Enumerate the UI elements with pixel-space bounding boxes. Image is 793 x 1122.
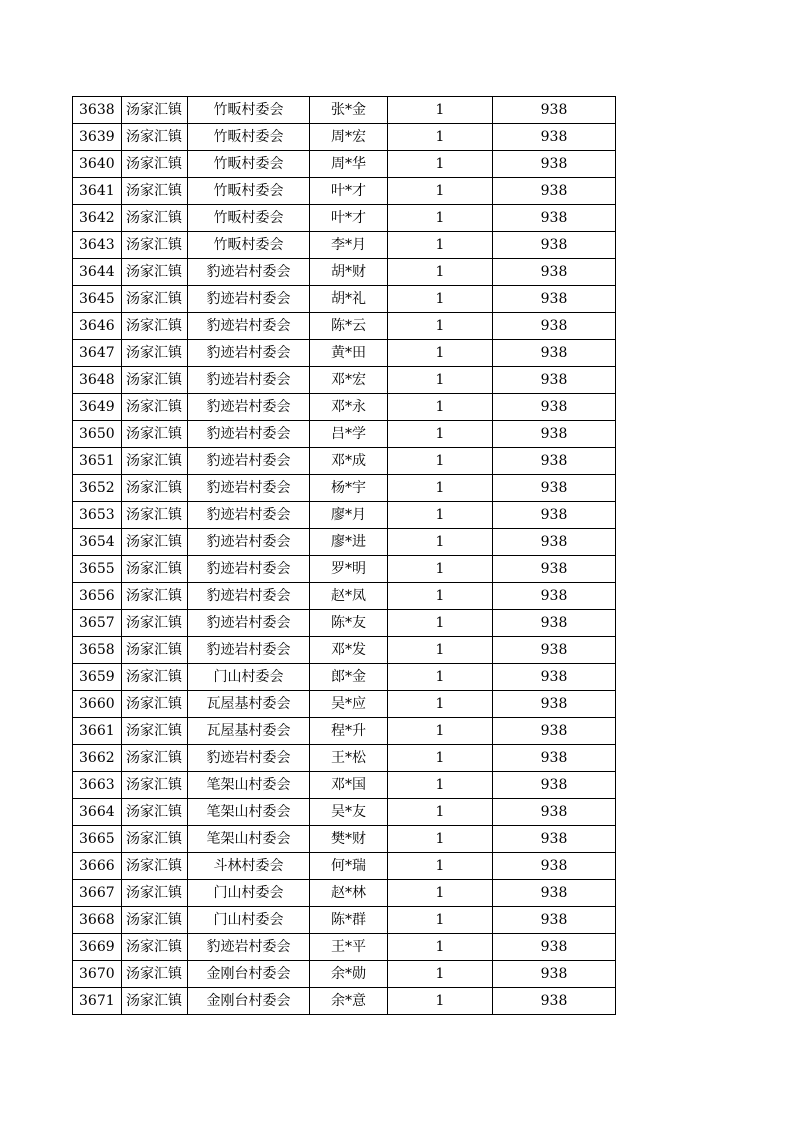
person-name-cell: 邓*国 [310,772,388,799]
count-cell: 1 [388,259,493,286]
amount-cell: 938 [493,205,616,232]
table-row [73,259,616,286]
town-cell: 汤家汇镇 [122,124,188,151]
person-name-cell: 余*意 [310,988,388,1015]
village-committee-cell: 瓦屋基村委会 [188,718,310,745]
amount-cell: 938 [493,799,616,826]
table-row [73,799,616,826]
village-committee-cell: 笔架山村委会 [188,826,310,853]
serial-number-cell: 3659 [73,664,122,691]
table-row [73,178,616,205]
serial-number-cell: 3667 [73,880,122,907]
person-name-cell: 吕*学 [310,421,388,448]
table-row [73,664,616,691]
town-cell: 汤家汇镇 [122,637,188,664]
village-committee-cell: 门山村委会 [188,664,310,691]
table-row [73,772,616,799]
town-cell: 汤家汇镇 [122,664,188,691]
table-row [73,988,616,1015]
serial-number-cell: 3646 [73,313,122,340]
town-cell: 汤家汇镇 [122,610,188,637]
person-name-cell: 郎*金 [310,664,388,691]
table-row [73,286,616,313]
serial-number-cell: 3638 [73,97,122,124]
person-name-cell: 廖*进 [310,529,388,556]
count-cell: 1 [388,475,493,502]
table-body [73,97,616,1015]
village-committee-cell: 豹迹岩村委会 [188,394,310,421]
count-cell: 1 [388,421,493,448]
village-committee-cell: 笔架山村委会 [188,772,310,799]
village-committee-cell: 豹迹岩村委会 [188,313,310,340]
table-row [73,340,616,367]
count-cell: 1 [388,853,493,880]
village-committee-cell: 金刚台村委会 [188,961,310,988]
person-name-cell: 陈*友 [310,610,388,637]
person-name-cell: 陈*云 [310,313,388,340]
amount-cell: 938 [493,151,616,178]
serial-number-cell: 3640 [73,151,122,178]
serial-number-cell: 3653 [73,502,122,529]
count-cell: 1 [388,745,493,772]
town-cell: 汤家汇镇 [122,502,188,529]
village-committee-cell: 竹畈村委会 [188,178,310,205]
town-cell: 汤家汇镇 [122,988,188,1015]
town-cell: 汤家汇镇 [122,232,188,259]
amount-cell: 938 [493,880,616,907]
amount-cell: 938 [493,502,616,529]
count-cell: 1 [388,502,493,529]
town-cell: 汤家汇镇 [122,529,188,556]
village-committee-cell: 豹迹岩村委会 [188,556,310,583]
count-cell: 1 [388,205,493,232]
count-cell: 1 [388,907,493,934]
person-name-cell: 王*平 [310,934,388,961]
town-cell: 汤家汇镇 [122,421,188,448]
count-cell: 1 [388,97,493,124]
table-row [73,448,616,475]
serial-number-cell: 3658 [73,637,122,664]
town-cell: 汤家汇镇 [122,313,188,340]
town-cell: 汤家汇镇 [122,880,188,907]
amount-cell: 938 [493,637,616,664]
person-name-cell: 王*松 [310,745,388,772]
serial-number-cell: 3663 [73,772,122,799]
count-cell: 1 [388,772,493,799]
village-committee-cell: 金刚台村委会 [188,988,310,1015]
person-name-cell: 赵*凤 [310,583,388,610]
amount-cell: 938 [493,394,616,421]
village-committee-cell: 门山村委会 [188,907,310,934]
table-row [73,880,616,907]
count-cell: 1 [388,394,493,421]
person-name-cell: 邓*永 [310,394,388,421]
table-row [73,556,616,583]
village-committee-cell: 豹迹岩村委会 [188,259,310,286]
table-row [73,232,616,259]
serial-number-cell: 3642 [73,205,122,232]
count-cell: 1 [388,448,493,475]
count-cell: 1 [388,637,493,664]
serial-number-cell: 3660 [73,691,122,718]
table-row [73,394,616,421]
village-committee-cell: 豹迹岩村委会 [188,421,310,448]
village-committee-cell: 豹迹岩村委会 [188,583,310,610]
person-name-cell: 罗*明 [310,556,388,583]
count-cell: 1 [388,124,493,151]
count-cell: 1 [388,367,493,394]
subsidy-list-table [72,96,616,1015]
village-committee-cell: 豹迹岩村委会 [188,745,310,772]
serial-number-cell: 3648 [73,367,122,394]
village-committee-cell: 豹迹岩村委会 [188,637,310,664]
amount-cell: 938 [493,772,616,799]
village-committee-cell: 笔架山村委会 [188,799,310,826]
town-cell: 汤家汇镇 [122,826,188,853]
town-cell: 汤家汇镇 [122,934,188,961]
amount-cell: 938 [493,232,616,259]
village-committee-cell: 豹迹岩村委会 [188,610,310,637]
person-name-cell: 何*瑞 [310,853,388,880]
serial-number-cell: 3654 [73,529,122,556]
amount-cell: 938 [493,313,616,340]
village-committee-cell: 豹迹岩村委会 [188,340,310,367]
town-cell: 汤家汇镇 [122,151,188,178]
amount-cell: 938 [493,853,616,880]
town-cell: 汤家汇镇 [122,961,188,988]
count-cell: 1 [388,529,493,556]
person-name-cell: 邓*成 [310,448,388,475]
table-row [73,367,616,394]
table-row [73,961,616,988]
amount-cell: 938 [493,448,616,475]
count-cell: 1 [388,340,493,367]
town-cell: 汤家汇镇 [122,205,188,232]
table-row [73,313,616,340]
person-name-cell: 赵*林 [310,880,388,907]
count-cell: 1 [388,232,493,259]
table-row [73,502,616,529]
person-name-cell: 周*宏 [310,124,388,151]
serial-number-cell: 3641 [73,178,122,205]
amount-cell: 938 [493,529,616,556]
person-name-cell: 胡*财 [310,259,388,286]
count-cell: 1 [388,880,493,907]
amount-cell: 938 [493,178,616,205]
amount-cell: 938 [493,988,616,1015]
town-cell: 汤家汇镇 [122,853,188,880]
town-cell: 汤家汇镇 [122,907,188,934]
village-committee-cell: 豹迹岩村委会 [188,529,310,556]
town-cell: 汤家汇镇 [122,718,188,745]
serial-number-cell: 3661 [73,718,122,745]
table-row [73,475,616,502]
person-name-cell: 吴*友 [310,799,388,826]
count-cell: 1 [388,664,493,691]
amount-cell: 938 [493,907,616,934]
amount-cell: 938 [493,286,616,313]
amount-cell: 938 [493,583,616,610]
serial-number-cell: 3650 [73,421,122,448]
person-name-cell: 吴*应 [310,691,388,718]
village-committee-cell: 门山村委会 [188,880,310,907]
serial-number-cell: 3664 [73,799,122,826]
town-cell: 汤家汇镇 [122,367,188,394]
table-row [73,718,616,745]
count-cell: 1 [388,151,493,178]
serial-number-cell: 3665 [73,826,122,853]
serial-number-cell: 3671 [73,988,122,1015]
amount-cell: 938 [493,340,616,367]
count-cell: 1 [388,583,493,610]
amount-cell: 938 [493,421,616,448]
amount-cell: 938 [493,556,616,583]
person-name-cell: 杨*宇 [310,475,388,502]
count-cell: 1 [388,718,493,745]
serial-number-cell: 3645 [73,286,122,313]
table-row [73,610,616,637]
village-committee-cell: 豹迹岩村委会 [188,475,310,502]
amount-cell: 938 [493,367,616,394]
serial-number-cell: 3670 [73,961,122,988]
table-row [73,205,616,232]
person-name-cell: 程*升 [310,718,388,745]
village-committee-cell: 竹畈村委会 [188,124,310,151]
person-name-cell: 李*月 [310,232,388,259]
town-cell: 汤家汇镇 [122,475,188,502]
count-cell: 1 [388,934,493,961]
town-cell: 汤家汇镇 [122,259,188,286]
serial-number-cell: 3656 [73,583,122,610]
town-cell: 汤家汇镇 [122,799,188,826]
town-cell: 汤家汇镇 [122,178,188,205]
town-cell: 汤家汇镇 [122,286,188,313]
person-name-cell: 邓*宏 [310,367,388,394]
table-row [73,151,616,178]
amount-cell: 938 [493,718,616,745]
amount-cell: 938 [493,934,616,961]
town-cell: 汤家汇镇 [122,691,188,718]
count-cell: 1 [388,286,493,313]
table-row [73,853,616,880]
serial-number-cell: 3643 [73,232,122,259]
person-name-cell: 周*华 [310,151,388,178]
town-cell: 汤家汇镇 [122,772,188,799]
count-cell: 1 [388,610,493,637]
person-name-cell: 余*勋 [310,961,388,988]
amount-cell: 938 [493,475,616,502]
serial-number-cell: 3668 [73,907,122,934]
table-row [73,691,616,718]
serial-number-cell: 3649 [73,394,122,421]
town-cell: 汤家汇镇 [122,394,188,421]
village-committee-cell: 豹迹岩村委会 [188,367,310,394]
table-row [73,421,616,448]
serial-number-cell: 3657 [73,610,122,637]
town-cell: 汤家汇镇 [122,556,188,583]
table-row [73,583,616,610]
person-name-cell: 张*金 [310,97,388,124]
amount-cell: 938 [493,259,616,286]
amount-cell: 938 [493,97,616,124]
town-cell: 汤家汇镇 [122,340,188,367]
count-cell: 1 [388,826,493,853]
person-name-cell: 黄*田 [310,340,388,367]
village-committee-cell: 竹畈村委会 [188,151,310,178]
table-row [73,934,616,961]
table-row [73,745,616,772]
town-cell: 汤家汇镇 [122,448,188,475]
amount-cell: 938 [493,124,616,151]
table-row [73,97,616,124]
table-row [73,907,616,934]
amount-cell: 938 [493,745,616,772]
serial-number-cell: 3662 [73,745,122,772]
village-committee-cell: 豹迹岩村委会 [188,448,310,475]
village-committee-cell: 竹畈村委会 [188,205,310,232]
amount-cell: 938 [493,664,616,691]
person-name-cell: 廖*月 [310,502,388,529]
count-cell: 1 [388,988,493,1015]
village-committee-cell: 斗林村委会 [188,853,310,880]
serial-number-cell: 3655 [73,556,122,583]
count-cell: 1 [388,691,493,718]
serial-number-cell: 3666 [73,853,122,880]
village-committee-cell: 瓦屋基村委会 [188,691,310,718]
table-row [73,826,616,853]
amount-cell: 938 [493,826,616,853]
amount-cell: 938 [493,691,616,718]
serial-number-cell: 3652 [73,475,122,502]
count-cell: 1 [388,961,493,988]
town-cell: 汤家汇镇 [122,745,188,772]
count-cell: 1 [388,556,493,583]
person-name-cell: 陈*群 [310,907,388,934]
amount-cell: 938 [493,961,616,988]
town-cell: 汤家汇镇 [122,583,188,610]
person-name-cell: 叶*才 [310,205,388,232]
amount-cell: 938 [493,610,616,637]
person-name-cell: 叶*才 [310,178,388,205]
person-name-cell: 胡*礼 [310,286,388,313]
village-committee-cell: 竹畈村委会 [188,232,310,259]
count-cell: 1 [388,178,493,205]
count-cell: 1 [388,799,493,826]
village-committee-cell: 豹迹岩村委会 [188,286,310,313]
village-committee-cell: 豹迹岩村委会 [188,502,310,529]
serial-number-cell: 3644 [73,259,122,286]
serial-number-cell: 3669 [73,934,122,961]
village-committee-cell: 豹迹岩村委会 [188,934,310,961]
serial-number-cell: 3651 [73,448,122,475]
table-row [73,637,616,664]
table-row [73,124,616,151]
table-row [73,529,616,556]
serial-number-cell: 3647 [73,340,122,367]
village-committee-cell: 竹畈村委会 [188,97,310,124]
town-cell: 汤家汇镇 [122,97,188,124]
count-cell: 1 [388,313,493,340]
serial-number-cell: 3639 [73,124,122,151]
person-name-cell: 邓*发 [310,637,388,664]
person-name-cell: 樊*财 [310,826,388,853]
